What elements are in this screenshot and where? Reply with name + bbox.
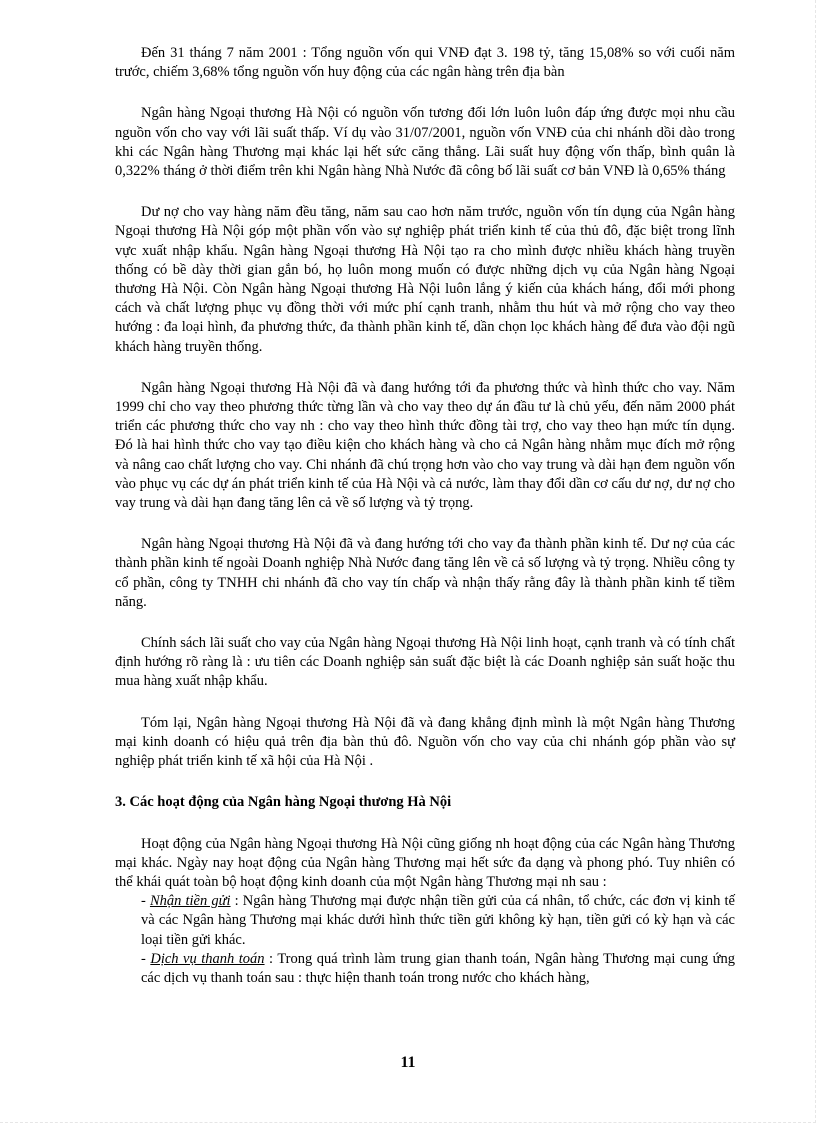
- paragraph-1: Đến 31 tháng 7 năm 2001 : Tổng nguồn vốn qui VNĐ đạt 3. 198 tỷ, tăng 15,08% so với cuối năm trước, chiếm 3,68% tổng nguồn vốn huy động của các ngân hàng trên địa bàn: [115, 45, 735, 81]
- paragraph-6: Chính sách lãi suất cho vay của Ngân hàng Ngoại thương Hà Nội linh hoạt, cạnh tranh và có tính chất định hướng rõ ràng là : ưu tiên các Doanh nghiệp sản suất đặc biệt là các Doanh nghiệp sản suất hoặc thu mua hàng xuất nhập khẩu.: [115, 635, 735, 690]
- paragraph-2: Ngân hàng Ngoại thương Hà Nội có nguồn vốn tương đối lớn luôn luôn đáp ứng được mọi nhu cầu nguồn vốn cho vay với lãi suất thấp. Ví dụ vào 31/07/2001, nguồn vốn VNĐ của chi nhánh dồi dào trong khi các Ngân hàng Thương mại khác lại hết sức căng thẳng. Lãi suất huy động vốn thấp, bình quân là 0,322% tháng ở thời điểm trên khi Ngân hàng Nhà Nước đã công bố lãi suất cơ bản VNĐ là 0,65% tháng: [115, 105, 735, 180]
- list-item-prefix: -: [141, 950, 151, 967]
- page-number: 11: [400, 1054, 416, 1071]
- list-item-lead: Nhận tiền gửi: [149, 893, 231, 910]
- paragraph-4: Ngân hàng Ngoại thương Hà Nội đã và đang hướng tới đa phương thức và hình thức cho vay. Năm 1999 chỉ cho vay theo phương thức từng lần và cho vay theo dự án đầu tư là chủ yếu, đến năm 2000 phát triển các phương thức cho vay nh : cho vay theo hình thức đồng tài trợ, cho vay theo hạn mức tín dụng. Đó là hai hình thức cho vay tạo điều kiện cho khách hàng và cho cả Ngân hàng nhằm mục đích mở rộng và nâng cao chất lượng cho vay. Chi nhánh đã chú trọng hơn vào cho vay trung và dài hạn đem nguồn vốn vào phục vụ các dự án phát triển kinh tế của Hà Nội và cả nước, làm thay đổi dần cơ cấu dư nợ, dư nợ cho vay trung và dài hạn đang tăng lên cả về số lượng và tỷ trọng.: [115, 379, 735, 512]
- section-heading: 3. Các hoạt động của Ngân hàng Ngoại thương Hà Nội: [115, 794, 452, 811]
- paragraph-3: Dư nợ cho vay hàng năm đều tăng, năm sau cao hơn năm trước, nguồn vốn tín dụng của Ngân hàng Ngoại thương Hà Nội góp một phần vốn vào sự nghiệp phát triển kinh tế của thủ đô, đặc biệt trong lĩnh vực xuất nhập khẩu. Ngân hàng Ngoại thương Hà Nội tạo ra cho mình được nhiều khách hàng truyền thống có bề dày thời gian gắn bó, họ luôn mong muốn có được những dịch vụ của Ngân hàng Ngoại thương Hà Nội. Còn Ngân hàng Ngoại thương Hà Nội luôn lắng ý kiến của khách háng, đổi mới phong cách và chất lượng phục vụ đồng thời với mức phí cạnh tranh, nhằm thu hút và mở rộng cho vay theo hướng : đa loại hình, đa phương thức, đa thành phần kinh tế, dần chọn lọc khách hàng để đưa vào đội ngũ khách hàng truyền thống.: [115, 204, 735, 355]
- list-item-text: : Trong quá trình làm trung gian thanh toán, Ngân hàng Thương mại cung ứng các dịch vụ thanh toán sau : thực hiện thanh toán trong nước cho khách hàng,: [141, 950, 735, 986]
- list-item-text: : Ngân hàng Thương mại được nhận tiền gửi của cá nhân, tổ chức, các đơn vị kinh tế và các Ngân hàng Thương mại khác dưới hình thức tiền gửi không kỳ hạn, tiền gửi có kỳ hạn và các loại tiền gửi khác.: [141, 893, 735, 948]
- list-item-payments: [115, 950, 735, 988]
- section-intro: Hoạt động của Ngân hàng Ngoại thương Hà Nội cũng giống nh hoạt động của các Ngân hàng Thương mại khác. Ngày nay hoạt động của Ngân hàng Thương mại hết sức đa dạng và phong phó. Tuy nhiên có thể khái quát toàn bộ hoạt động kinh doanh của một Ngân hàng Thương mại nh sau :: [115, 835, 735, 890]
- list-item-deposits: [115, 892, 735, 950]
- paragraph-7: Tóm lại, Ngân hàng Ngoại thương Hà Nội đã và đang khẳng định mình là một Ngân hàng Thương mại kinh doanh có hiệu quả trên địa bàn thủ đô. Nguồn vốn cho vay của chi nhánh góp phần vào sự nghiệp phát triển kinh tế xã hội của Hà Nội .: [115, 714, 735, 770]
- paragraph-5: Ngân hàng Ngoại thương Hà Nội đã và đang hướng tới cho vay đa thành phần kinh tế. Dư nợ của các thành phần kinh tế ngoài Doanh nghiệp Nhà Nước đang tăng lên về cả số lượng và tỷ trọng. Nhiều công ty cổ phần, công ty TNHH chi nhánh đã cho vay tín chấp và nhận thấy rằng đây là thành phần kinh tế tiềm năng.: [115, 536, 735, 610]
- list-item-prefix: -: [141, 893, 150, 910]
- list-item-lead: Dịch vụ thanh toán: [150, 950, 265, 967]
- document-body: [115, 44, 735, 988]
